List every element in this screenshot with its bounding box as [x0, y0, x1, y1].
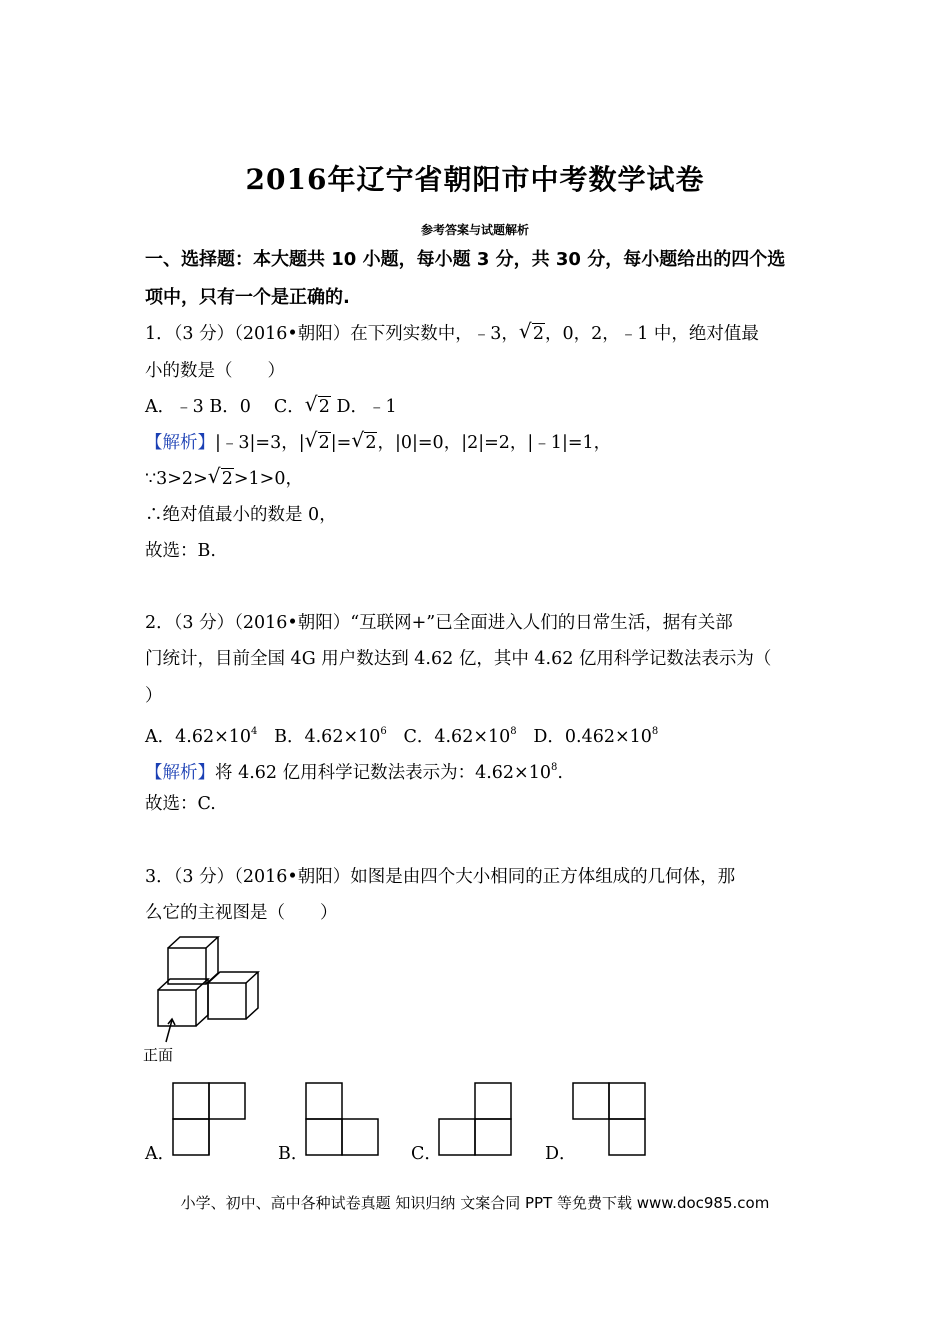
q3-option-a-figure [172, 1082, 248, 1158]
q2-stem-line2: 门统计，目前全国 4G 用户数达到 4.62 亿，其中 4.62 亿用科学记数法表示为（ [145, 649, 772, 669]
q1-options-part-b: D．﹣1 [330, 397, 397, 417]
q1-options-part-a: A．﹣3 B．0 C． [145, 397, 305, 417]
q3-option-b-figure [305, 1082, 381, 1158]
q2-answer: 故选：C. [145, 794, 216, 814]
q1-stem-line2: 小的数是（ ） [145, 361, 285, 381]
page-subtitle: 参考答案与试题解析 [420, 223, 529, 237]
q3-option-b-label: B． [278, 1144, 309, 1164]
q2-stem-line3: ） [145, 686, 163, 706]
section-heading-line1: 一、选择题：本大题共 10 小题，每小题 3 分，共 30 分，每小题给出的四个选 [145, 249, 786, 270]
q3-stem-line2: 么它的主视图是（ ） [145, 903, 338, 923]
q1-stem-line1 [145, 319, 759, 346]
q3-option-c-figure [438, 1082, 514, 1158]
sqrt-symbol: √ 2 [518, 319, 544, 344]
q1-stem-part-b: ，0，2，﹣1 中，绝对值最 [544, 324, 759, 344]
page-title: 2016年辽宁省朝阳市中考数学试卷 [245, 163, 705, 196]
q3-stem-line1: 3．（3 分）（2016•朝阳）如图是由四个大小相同的正方体组成的几何体，那 [145, 867, 736, 887]
q1-analysis: 【解析】|﹣3|=3，| √ 2|= √ 2，|0|=0，|2|=2，|﹣1|=1， [145, 428, 612, 453]
q1-answer: 故选：B. [145, 541, 216, 561]
q1-stem-part-a: 1．（3 分）（2016•朝阳）在下列实数中，﹣3， [145, 324, 519, 344]
q1-because-line: ∵3>2> √ 2>1>0， [145, 464, 303, 489]
q3-option-d-label: D． [545, 1144, 577, 1164]
sqrt-symbol: √ 2 [304, 392, 330, 417]
q3-option-d-figure [572, 1082, 648, 1158]
q2-stem-line1: 2．（3 分）（2016•朝阳）“互联网+”已全面进入人们的日常生活，据有关部 [145, 613, 733, 633]
q2-options: A．$4.62\times 10^4$ B．$4.62\times 10^6$ C．$4.62\times 10^8$ D．$0.462\times 10^8$ [145, 726, 659, 747]
analysis-label: 【解析】 [145, 763, 215, 783]
section-heading-line2: 项中，只有一个是正确的. [145, 287, 350, 308]
front-label: 正面 [143, 1046, 174, 1064]
q3-option-c-label: C． [411, 1144, 442, 1164]
sqrt-symbol: √ 2 [207, 464, 233, 489]
sqrt-symbol: √ 2 [351, 428, 377, 453]
page-footer: 小学、初中、高中各种试卷真题 知识归纳 文案合同 PPT 等免费下载 www.doc985.com [180, 1194, 770, 1212]
sqrt-symbol: √ 2 [304, 428, 330, 453]
q3-option-a-label: A． [145, 1144, 176, 1164]
q2-analysis: 【解析】将 4.62 亿用科学记数法表示为：$4.62\times 10^8$. [145, 762, 563, 783]
q1-options [145, 392, 397, 419]
q1-therefore-line: ∴绝对值最小的数是 0， [145, 505, 337, 525]
analysis-label: 【解析】 [145, 433, 215, 453]
